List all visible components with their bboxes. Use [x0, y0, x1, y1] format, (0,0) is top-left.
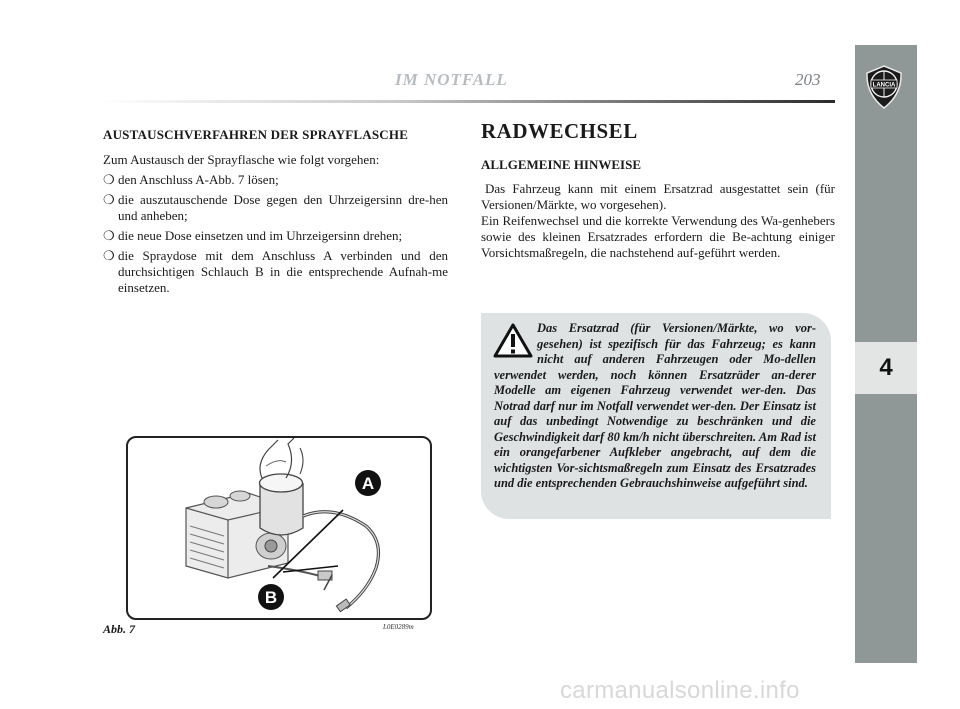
section-heading: AUSTAUSCHVERFAHREN DER SPRAYFLASCHE [103, 127, 409, 142]
bullet-icon: ❍ [103, 172, 115, 187]
list-item-text: die Spraydose mit dem Anschluss A verbinden und den durchsichtigen Schlauch B in die entsprechende Aufnah-me einsetzen. [118, 248, 448, 295]
warning-text-container [494, 321, 816, 492]
left-column [103, 127, 448, 300]
list-item [103, 228, 448, 244]
bullet-icon: ❍ [103, 228, 115, 243]
bullet-icon: ❍ [103, 192, 115, 207]
warning-box [481, 313, 831, 519]
label-b: B [264, 588, 278, 607]
page-number: 203 [795, 70, 821, 89]
list-item [103, 192, 448, 224]
bullet-icon: ❍ [103, 248, 115, 263]
logo-text: LANCIA [872, 82, 896, 89]
paragraph: Ein Reifenwechsel und die korrekte Verwendung des Wa-genhebers sowie des kleinen Ersatzrades erfordern die Be-achtung einiger Vorsichtsmaßregeln, die nachstehend auf-geführt werden. [481, 213, 835, 260]
header-rule [100, 100, 835, 103]
subsection-heading: ALLGEMEINE HINWEISE [481, 157, 642, 172]
list-item-text: den Anschluss A-Abb. 7 lösen; [118, 172, 279, 187]
page-header-title: IM NOTFALL [395, 70, 508, 89]
figure-caption: Abb. 7 [103, 622, 136, 636]
compressor-illustration [128, 438, 430, 618]
chapter-section-title: RADWECHSEL [481, 119, 638, 143]
list-item [103, 172, 448, 188]
list-item-text: die auszutauschende Dose gegen den Uhrzeigersinn dre-hen und anheben; [118, 192, 448, 223]
list-item-text: die neue Dose einsetzen und im Uhrzeigersinn drehen; [118, 228, 403, 243]
figure-illustration [126, 436, 432, 620]
chapter-tab[interactable]: 4 [855, 342, 917, 394]
lancia-logo-icon [864, 64, 904, 110]
list-item [103, 248, 448, 296]
watermark: carmanualsonline.info [560, 677, 800, 704]
label-a: A [361, 474, 375, 493]
figure-code: L0E0289m [383, 623, 414, 631]
right-column [481, 119, 835, 261]
section-intro: Zum Austausch der Sprayflasche wie folgt vorgehen: [103, 152, 380, 167]
warning-text: Das Ersatzrad (für Versionen/Märkte, wo vor-gesehen) ist spezifisch für das Fahrzeug; es kann nicht auf anderen Fahrzeugen oder Mo-dellen verwendet werden, noch können Ersatzräder an-derer Modelle am eigenen Fahrzeug verwendet wer-den. Das Notrad darf nur im Notfall verwendet wer-den. Der Einsatz ist auf das unbedingt Notwendige zu beschränken und die Geschwindigkeit darf 80 km/h nicht überschreiten. Am Rad ist ein orangefarbener Aufkleber angebracht, auf dem die wichtigsten Vor-sichtsmaßregeln zum Einsatz des Ersatzrades und die entsprechenden Gebrauchshinweise aufgeführt sind. [494, 321, 816, 490]
paragraph: Das Fahrzeug kann mit einem Ersatzrad ausgestattet sein (für Versionen/Märkte, wo vorgesehen). [481, 181, 835, 212]
instruction-list [103, 172, 448, 296]
